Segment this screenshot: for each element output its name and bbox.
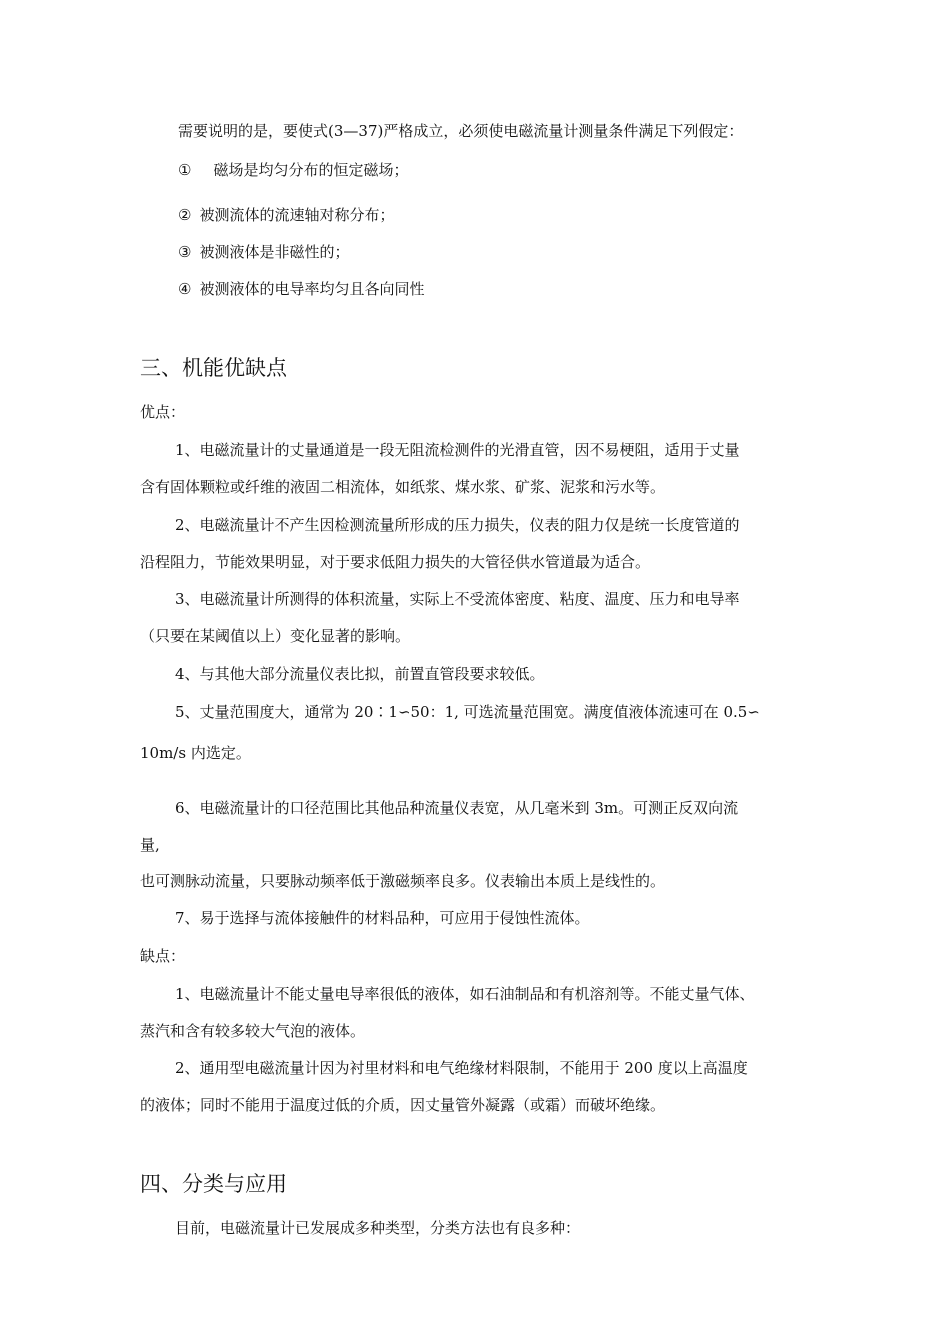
pro-item-1-line-2: 含有固体颗粒或纤维的液固二相流体，如纸浆、煤水浆、矿浆、泥浆和污水等。 (140, 478, 666, 496)
pro-item-6-line-1: 6、电磁流量计的口径范围比其他品种流量仪表宽，从几毫米到 3m。可测正反双向流 (175, 799, 739, 817)
intro-paragraph: 需要说明的是，要使式(3—37)严格成立，必须使电磁流量计测量条件满足下列假定： (178, 122, 744, 140)
assumption-number: ② (178, 206, 192, 224)
assumption-1 (178, 160, 408, 180)
assumption-3 (178, 242, 349, 262)
assumption-4 (178, 279, 424, 299)
classification-intro: 目前，电磁流量计已发展成多种类型，分类方法也有良多种： (175, 1219, 581, 1237)
cons-label: 缺点： (140, 947, 186, 965)
section-heading-performance: 三、机能优缺点 (140, 356, 287, 380)
assumption-text: 磁场是均匀分布的恒定磁场； (213, 161, 409, 179)
section-heading-classification: 四、分类与应用 (140, 1172, 287, 1196)
assumption-number: ③ (178, 243, 192, 261)
pro-item-1-line-1: 1、电磁流量计的丈量通道是一段无阻流检测件的光滑直管，因不易梗阻，适用于丈量 (175, 441, 740, 459)
pro-item-2-line-1: 2、电磁流量计不产生因检测流量所形成的压力损失，仪表的阻力仅是统一长度管道的 (175, 516, 740, 534)
assumption-2 (178, 205, 394, 225)
pro-item-7: 7、易于选择与流体接触件的材料品种，可应用于侵蚀性流体。 (175, 909, 590, 927)
con-item-1-line-1: 1、电磁流量计不能丈量电导率很低的液体，如石油制品和有机溶剂等。不能丈量气体、 (175, 985, 755, 1003)
pros-label: 优点： (140, 403, 186, 421)
con-item-2-line-2: 的液体；同时不能用于温度过低的介质，因丈量管外凝露（或霜）而破坏绝缘。 (140, 1096, 666, 1114)
pro-item-3-line-1: 3、电磁流量计所测得的体积流量，实际上不受流体密度、粘度、温度、压力和电导率 (175, 590, 740, 608)
pro-item-4: 4、与其他大部分流量仪表比拟，前置直管段要求较低。 (175, 665, 545, 683)
pro-item-6-line-2: 量, (140, 836, 160, 854)
assumption-text: 被测液体是非磁性的； (199, 243, 350, 261)
pro-item-6-line-3: 也可测脉动流量，只要脉动频率低于激磁频率良多。仪表输出本质上是线性的。 (140, 872, 666, 890)
pro-item-3-line-2: （只要在某阈值以上）变化显著的影响。 (140, 627, 411, 645)
pro-item-5-line-1: 5、丈量范围度大，通常为 20∶1∽50：1, 可选流量范围宽。满度值液体流速可在 0.5∽ (175, 703, 760, 721)
assumption-number: ④ (178, 280, 192, 298)
assumption-text: 被测流体的流速轴对称分布； (199, 206, 395, 224)
con-item-2-line-1: 2、通用型电磁流量计因为衬里材料和电气绝缘材料限制，不能用于 200 度以上高温度 (175, 1059, 748, 1077)
pro-item-2-line-2: 沿程阻力，节能效果明显，对于要求低阻力损失的大管径供水管道最为适合。 (140, 553, 651, 571)
con-item-1-line-2: 蒸汽和含有较多较大气泡的液体。 (140, 1022, 366, 1040)
assumption-text: 被测液体的电导率均匀且各向同性 (199, 280, 425, 298)
pro-item-5-line-2: 10m/s 内选定。 (140, 744, 251, 762)
assumption-number: ① (178, 161, 192, 179)
